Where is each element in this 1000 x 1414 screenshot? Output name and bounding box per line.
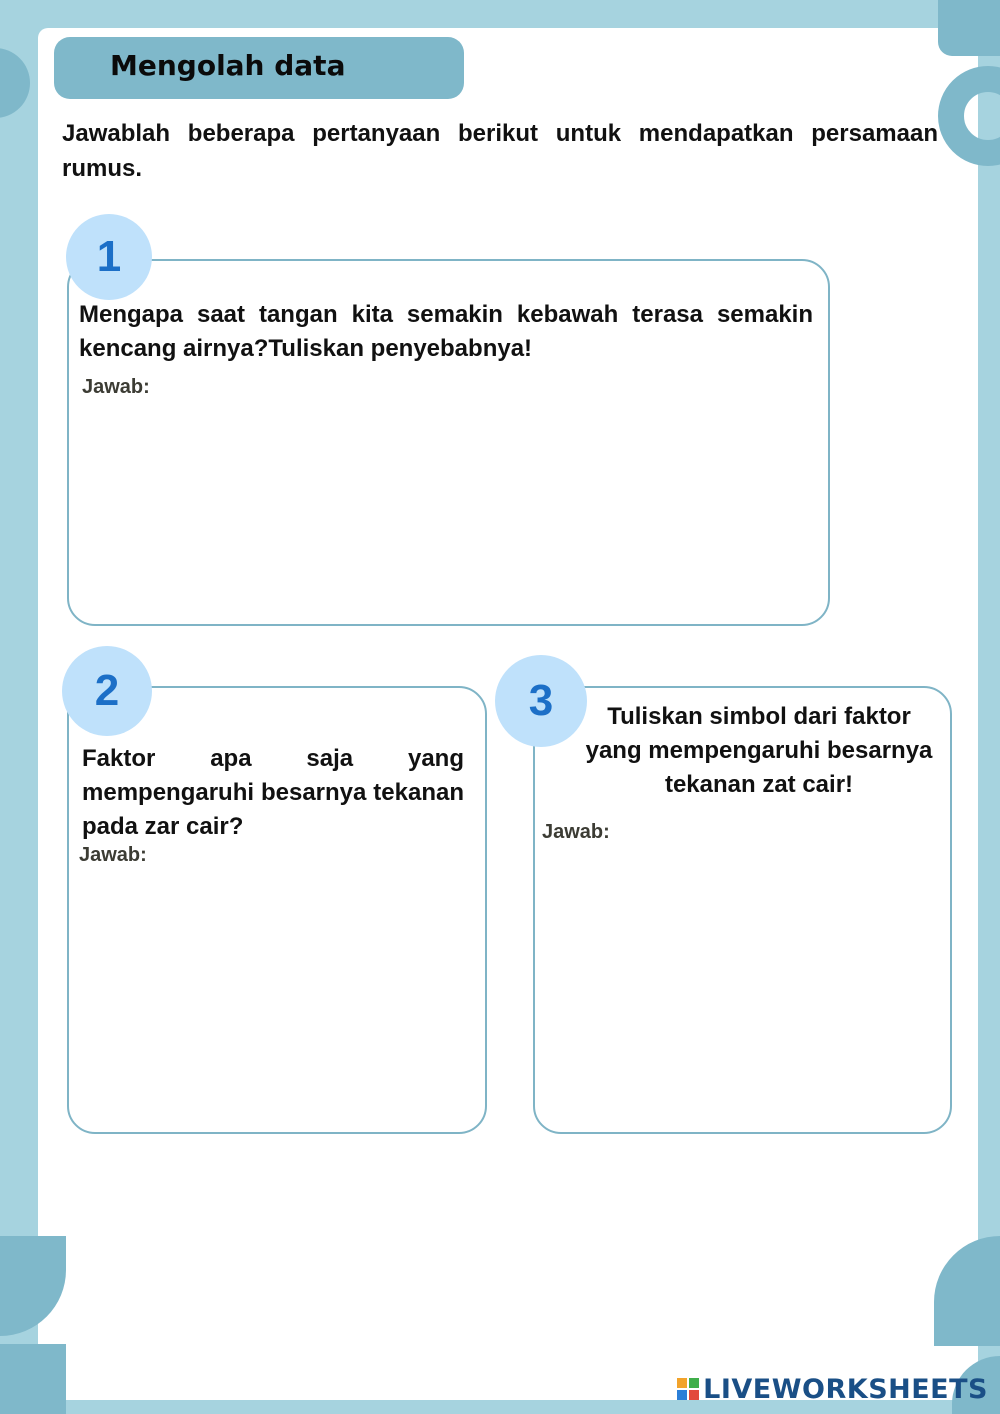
question-1-number-badge: 1 [66, 214, 152, 300]
question-2-answer-field[interactable] [80, 872, 472, 1117]
liveworksheets-brand-text: LIVEWORKSHEETS [703, 1373, 988, 1405]
page-title: Mengolah data [110, 49, 346, 82]
liveworksheets-logo[interactable] [677, 1372, 988, 1406]
question-1-text: Mengapa saat tangan kita semakin kebawah terasa semakin kencang airnya?Tuliskan penyebabnya! [79, 301, 813, 362]
title-banner [54, 37, 464, 99]
decor-left-half-circle [0, 48, 30, 118]
question-3-answer-label: Jawab: [542, 821, 610, 843]
question-3-number-badge: 3 [495, 655, 587, 747]
liveworksheets-logo-icon [677, 1378, 699, 1400]
question-1-answer-field[interactable] [80, 405, 815, 610]
question-1-answer-label: Jawab: [82, 376, 150, 398]
question-3-answer-field[interactable] [545, 850, 935, 1115]
question-3-text: Tuliskan simbol dari faktor yang mempengaruhi besarnya tekanan zat cair! [585, 703, 933, 798]
question-2-number-badge: 2 [62, 646, 152, 736]
question-2-answer-label: Jawab: [79, 844, 147, 866]
decor-top-left-quarter-circle [0, 0, 30, 38]
instructions-text: Jawablah beberapa pertanyaan berikut untuk mendapatkan persamaan rumus. [62, 120, 938, 182]
question-2-text: Faktor apa saja yang mempengaruhi besarnya tekanan pada zar cair? [82, 745, 464, 840]
decor-top-right-rect [938, 0, 1000, 56]
decor-bottom-left-rect [0, 1344, 66, 1414]
